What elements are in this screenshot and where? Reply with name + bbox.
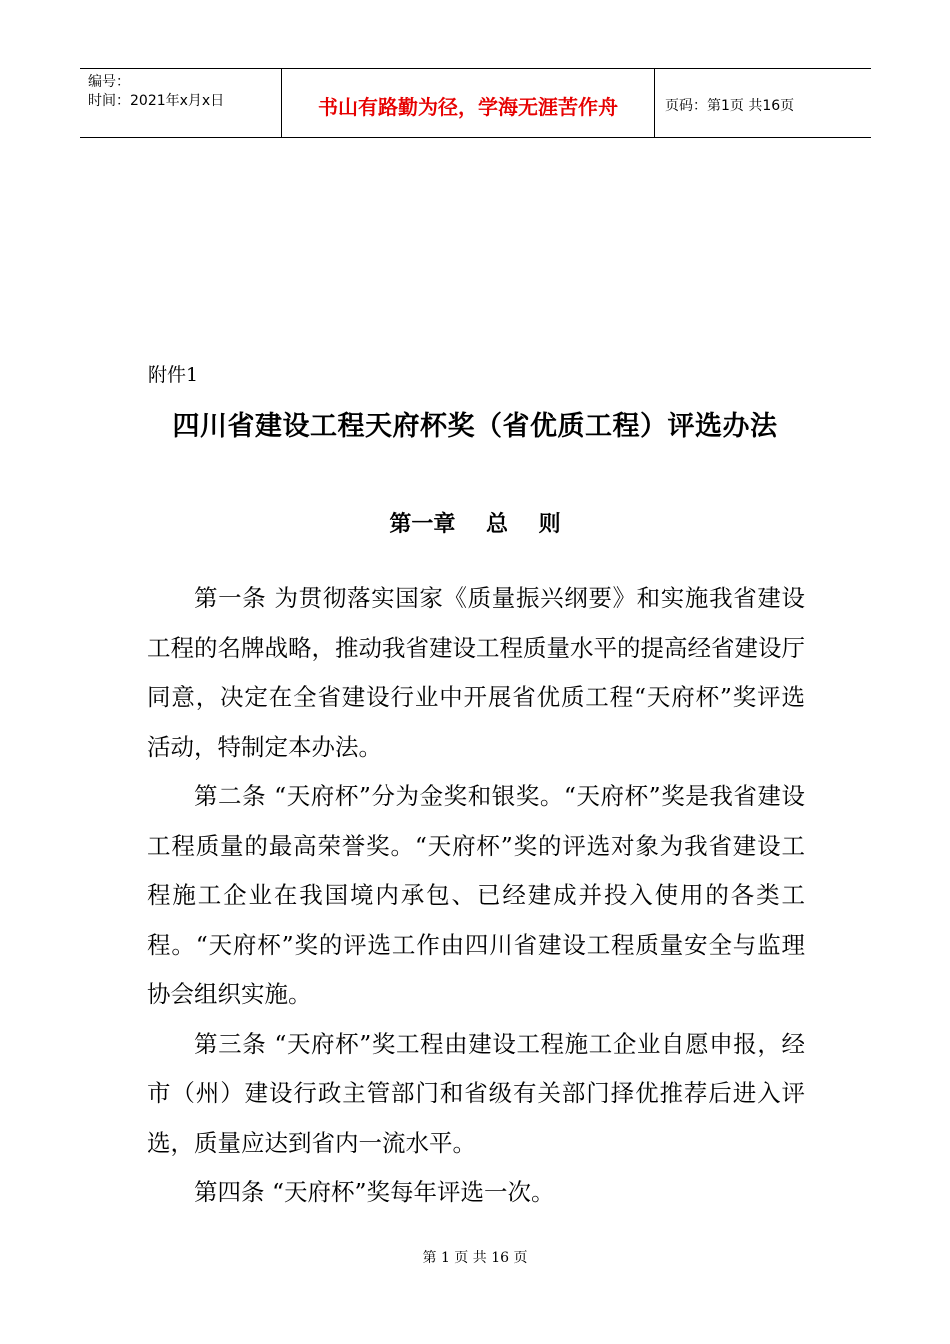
header-page-info: 页码：第1页 共16页 [665, 98, 795, 114]
attachment-label: 附件1 [148, 364, 199, 386]
document-title: 四川省建设工程天府杯奖（省优质工程）评选办法 [172, 411, 778, 442]
chapter-heading: 第一章 总 则 [389, 512, 561, 537]
article-1: 第一条 为贯彻落实国家《质量振兴纲要》和实施我省建设工程的名牌战略，推动我省建设工程质量水平的提高经省建设厅同意，决定在全省建设行业中开展省优质工程“天府杯”奖评选活动，特制定本办法。 [147, 584, 805, 761]
header-number: 编号： [88, 74, 130, 90]
article-2: 第二条 “天府杯”分为金奖和银奖。“天府杯”奖是我省建设工程质量的最高荣誉奖。“天府杯”奖的评选对象为我省建设工程施工企业在我国境内承包、已经建成并投入使用的各类工程。“天府杯”奖的评选工作由四川省建设工程质量安全与监理协会组织实施。 [147, 782, 805, 1008]
header-time: 时间：2021年x月x日 [88, 93, 225, 109]
page-header [80, 68, 871, 138]
article-3: 第三条 “天府杯”奖工程由建设工程施工企业自愿申报，经市（州）建设行政主管部门和省级有关部门择优推荐后进入评选，质量应达到省内一流水平。 [147, 1029, 805, 1157]
document-body [147, 574, 805, 1218]
article-4: 第四条 “天府杯”奖每年评选一次。 [194, 1178, 555, 1206]
header-motto: 书山有路勤为径，学海无涯苦作舟 [282, 69, 655, 137]
page-footer: 第 1 页 共 16 页 [422, 1250, 528, 1266]
header-meta [80, 69, 282, 137]
